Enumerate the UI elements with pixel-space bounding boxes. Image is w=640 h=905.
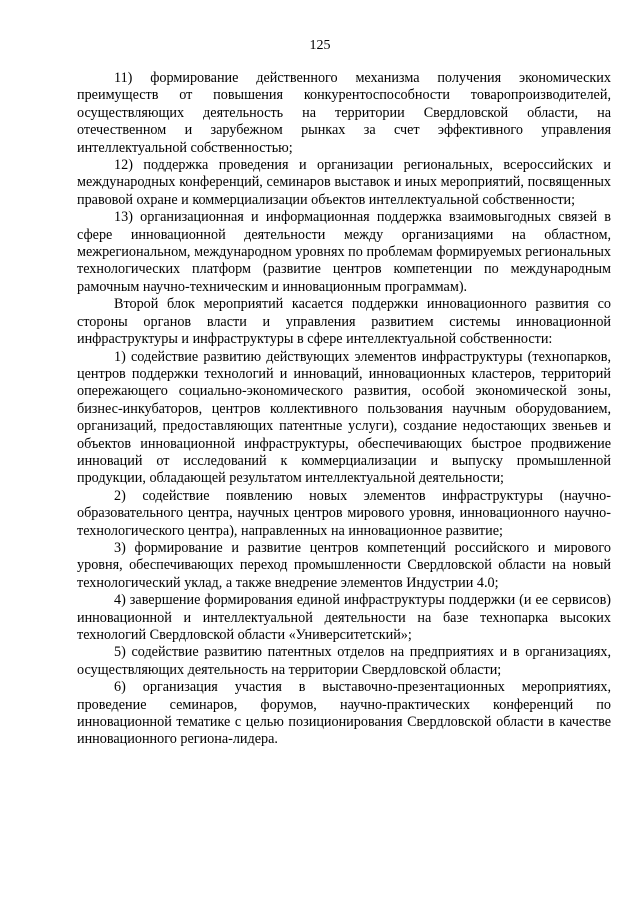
document-body <box>77 70 611 749</box>
paragraph-item-4: 4) завершение формирования единой инфраструктуры поддержки (и ее сервисов) инновационной и интеллектуальной деятельности на базе технопарка высоких технологий Свердловской области «Университетский»; <box>77 592 611 643</box>
paragraph-item-12: 12) поддержка проведения и организации региональных, всероссийских и международных конференций, семинаров выставок и иных мероприятий, посвященных правовой охране и коммерциализации объектов интеллектуальной собственности; <box>77 157 611 208</box>
paragraph-item-2: 2) содействие появлению новых элементов инфраструктуры (научно-образовательного центра, научных центров мирового уровня, инновационного научно-технологического центра), направленных на инновационное развитие; <box>77 487 611 539</box>
paragraph-item-13: 13) организационная и информационная поддержка взаимовыгодных связей в сфере инновационной деятельности между организациями на областном, межрегиональном, международном уровнях по проблемам формируемых региональных технологических платформ (развитие центров компетенции по международным рамочным научно-техническим и инновационным программам). <box>77 209 611 295</box>
page-number: 125 <box>309 38 331 53</box>
paragraph-item-3: 3) формирование и развитие центров компетенций российского и мирового уровня, обеспечивающих переход промышленности Свердловской области на новый технологический уклад, а также внедрение элементов Индустрии 4.0; <box>77 539 611 591</box>
paragraph-item-6: 6) организация участия в выставочно-презентационных мероприятиях, проведение семинаров, форумов, научно-практических конференций по инновационной тематике с целью позиционирования Свердловской области в качестве инновационного региона-лидера. <box>77 679 611 748</box>
paragraph-item-11: 11) формирование действенного механизма получения экономических преимуществ от повышения конкурентоспособности товаропроизводителей, осуществляющих деятельность на территории Свердловской области, на отечественном и зарубежном рынках за счет эффективного управления интеллектуальной собственностью; <box>77 70 611 156</box>
paragraph-block-two-intro: Второй блок мероприятий касается поддержки инновационного развития со стороны органов власти и управления развитием системы инновационной инфраструктуры и инфраструктуры в сфере интеллектуальной собственности: <box>77 296 611 348</box>
paragraph-item-5: 5) содействие развитию патентных отделов на предприятиях и в организациях, осуществляющих деятельность на территории Свердловской области; <box>77 644 611 678</box>
paragraph-item-1: 1) содействие развитию действующих элементов инфраструктуры (технопарков, центров поддержки технологий и инноваций, инновационных кластеров, территорий опережающего социально-экономического развития, особой экономической зоны, бизнес-инкубаторов, центров коллективного пользования научным оборудованием, организаций, предоставляющих патентные услуги), создание недостающих звеньев и объектов инновационной инфраструктуры, обеспечивающих быстрое продвижение инноваций от исследований к коммерциализации и выпуску промышленной продукции, обладающей результатом интеллектуальной деятельности; <box>77 348 611 487</box>
